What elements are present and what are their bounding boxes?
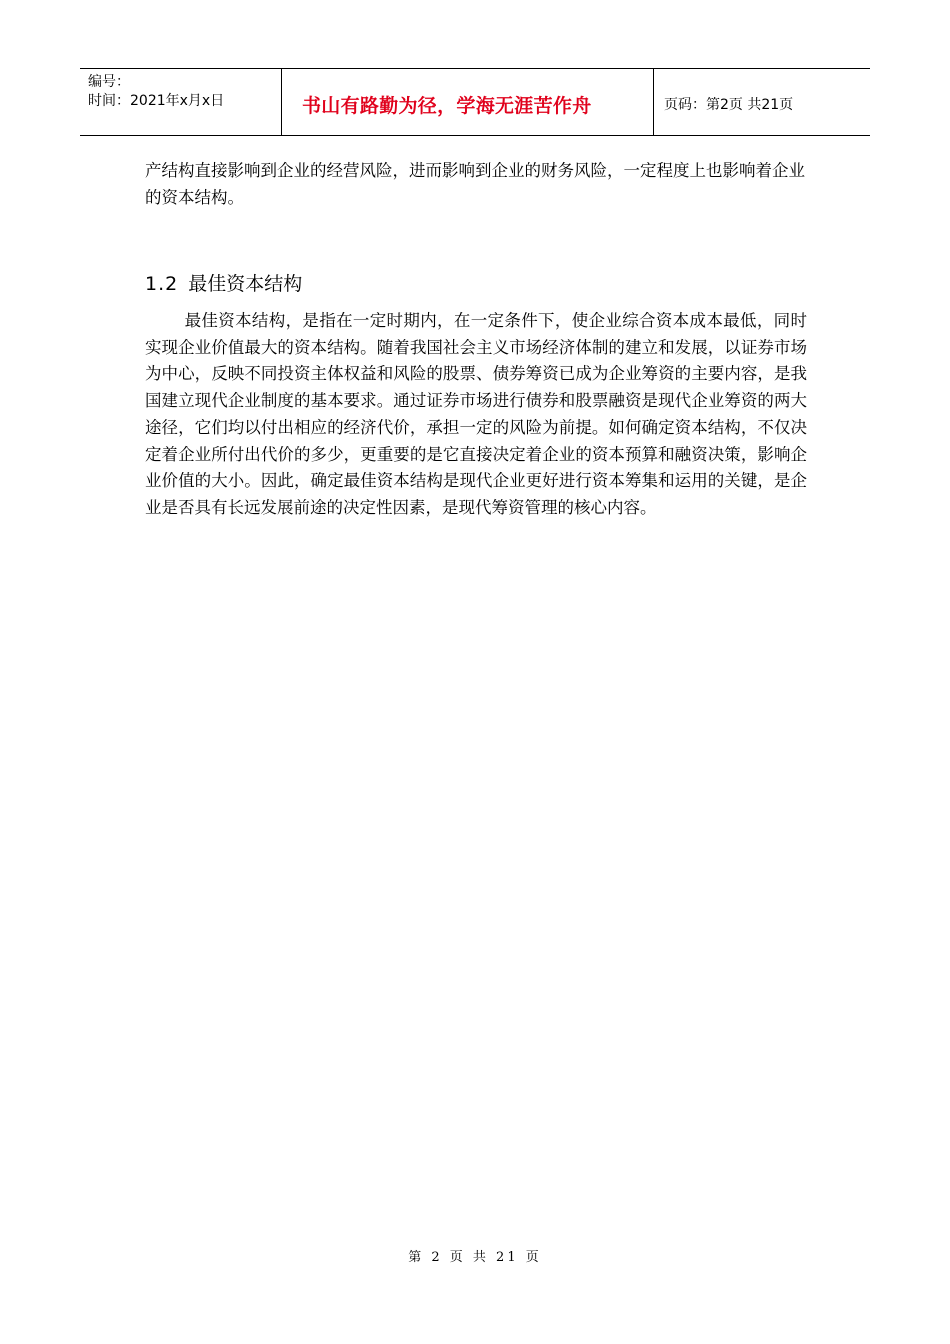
section-title: 最佳资本结构: [188, 273, 303, 295]
page-footer: 第 2 页 共 21 页: [408, 1250, 542, 1265]
continuation-block: [145, 158, 805, 211]
section-body: [145, 308, 807, 522]
header-meta: [80, 69, 282, 135]
section-number: 1.2: [145, 273, 179, 295]
section-heading: [145, 271, 302, 297]
page-header: [80, 68, 870, 136]
header-motto: 书山有路勤为径，学海无涯苦作舟: [282, 69, 654, 135]
body-paragraph: 最佳资本结构，是指在一定时期内，在一定条件下，使企业综合资本成本最低，同时实现企业价值最大的资本结构。随着我国社会主义市场经济体制的建立和发展，以证券市场为中心，反映不同投资主体权益和风险的股票、债券筹资已成为企业筹资的主要内容，是我国建立现代企业制度的基本要求。通过证券市场进行债券和股票融资是现代企业筹资的两大途径，它们均以付出相应的经济代价，承担一定的风险为前提。如何确定资本结构，不仅决定着企业所付出代价的多少，更重要的是它直接决定着企业的资本预算和融资决策，影响企业价值的大小。因此，确定最佳资本结构是现代企业更好进行资本筹集和运用的关键，是企业是否具有长远发展前途的决定性因素，是现代筹资管理的核心内容。: [145, 311, 807, 517]
header-time-label: 时间：2021年x月x日: [88, 93, 225, 109]
continuation-paragraph: 产结构直接影响到企业的经营风险，进而影响到企业的财务风险，一定程度上也影响着企业的资本结构。: [145, 161, 805, 207]
header-page-info: 页码：第2页 共21页: [664, 97, 794, 113]
header-number-label: 编号：: [88, 74, 130, 90]
